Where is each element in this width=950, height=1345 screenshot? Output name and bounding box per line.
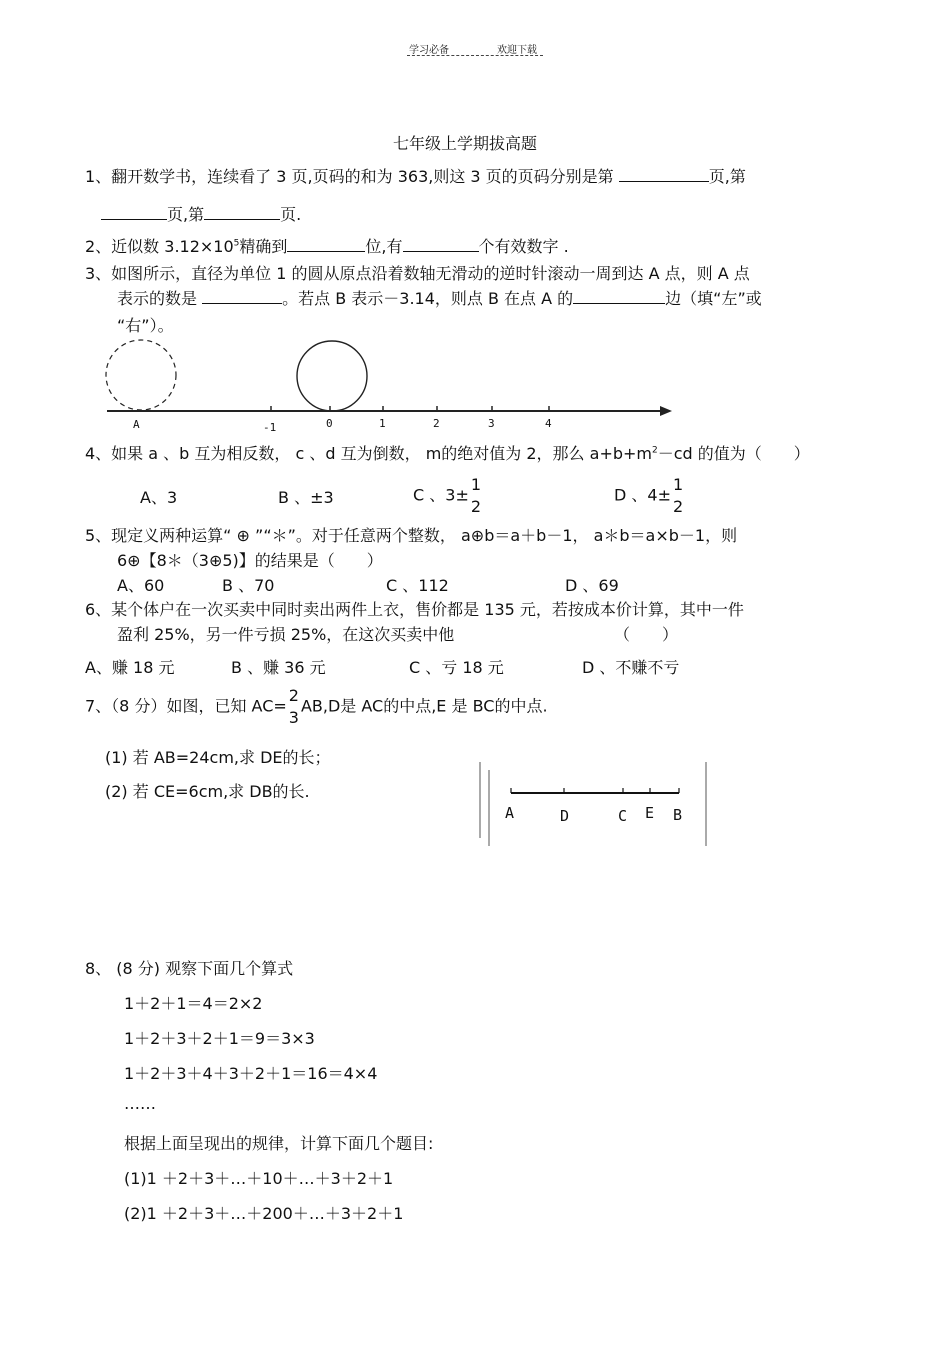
label-0: 0 — [326, 417, 333, 430]
question-2: 2、近似数 $3.12\times 10^5$精确到 位,有 个有效数字 . — [85, 237, 569, 256]
q4-option-b: B 、±3 — [278, 488, 334, 507]
q8-instruction: 根据上面呈现出的规律，计算下面几个题目: — [124, 1134, 434, 1153]
q6-option-b: B 、赚 36 元 — [231, 658, 326, 677]
question-5-line-2: 6⊕【8＊（3⊕5)】的结果是（ ） — [117, 551, 383, 570]
point-e: E — [645, 804, 655, 822]
q4-option-c: C 、3± 1 2 — [413, 475, 482, 516]
label-1: 1 — [379, 417, 386, 430]
segment-figure — [475, 760, 715, 852]
dashed-circle — [106, 340, 176, 410]
page-title: 七年级上学期拔高题 — [393, 134, 538, 153]
point-a: A — [505, 804, 515, 822]
header-divider — [407, 55, 543, 56]
label-4: 4 — [545, 417, 552, 430]
q8-line-2: 1＋2＋3＋2＋1＝9＝3×3 — [124, 1029, 315, 1048]
header-left: 学习必备 — [409, 45, 449, 56]
point-c: C — [618, 807, 628, 825]
q5-option-c: C 、112 — [386, 576, 449, 595]
q4-option-d: D 、4± 1 2 — [614, 475, 684, 516]
label-neg1: -1 — [263, 421, 277, 434]
label-2: 2 — [433, 417, 440, 430]
q8-part-1: (1)1 ＋2＋3＋…＋10＋…＋3＋2＋1 — [124, 1169, 394, 1188]
q6-option-a: A、赚 18 元 — [85, 658, 175, 677]
question-1: 1、翻开数学书，连续看了 3 页,页码的和为 363,则这 3 页的页码分别是第 页,第 — [85, 167, 746, 186]
q6-option-d: D 、不赚不亏 — [582, 658, 680, 677]
arrow-icon — [660, 406, 672, 416]
q6-answer-paren: （ ） — [614, 625, 679, 644]
q8-part-2: (2)1 ＋2＋3＋…＋200＋…＋3＋2＋1 — [124, 1204, 404, 1223]
question-4: 4、如果 a 、b 互为相反数， c 、d 互为倒数， m的绝对值为 2，那么 $a+b+m^2-cd$ 的值为（ ） — [85, 444, 810, 463]
point-d: D — [560, 807, 570, 825]
q6-option-c: C 、亏 18 元 — [409, 658, 504, 677]
q5-option-d: D 、69 — [565, 576, 619, 595]
q5-option-b: B 、70 — [222, 576, 275, 595]
question-6-line-2: 盈利 25%，另一件亏损 25%，在这次买卖中他 — [117, 625, 455, 644]
question-3-line-3: “右”）。 — [117, 316, 174, 335]
q7-part-2: (2) 若 CE=6cm,求 DB的长. — [105, 782, 310, 801]
question-5: 5、现定义两种运算“ ⊕ ”“＊”。对于任意两个整数， a⊕b＝a＋b－1， a＊b＝a×b－1，则 — [85, 526, 738, 545]
point-b: B — [673, 806, 683, 824]
q7-part-1: (1) 若 AB=24cm,求 DE的长； — [105, 748, 331, 767]
question-3: 3、如图所示，直径为单位 1 的圆从原点沿着数轴无滑动的逆时针滚动一周到达 A 点，则 A 点 — [85, 264, 750, 283]
question-6: 6、某个体户在一次买卖中同时卖出两件上衣，售价都是 135 元，若按成本价计算，其中一件 — [85, 600, 744, 619]
label-3: 3 — [488, 417, 495, 430]
q8-line-3: 1＋2＋3＋4＋3＋2＋1＝16＝4×4 — [124, 1064, 378, 1083]
q4-option-a: A、3 — [140, 488, 178, 507]
question-1-line-2: 页,第 页. — [101, 202, 301, 225]
header-right: 欢迎下载 — [497, 45, 537, 56]
question-7: 7、（8 分）如图，已知 AC= 2 3 AB,D是 AC的中点,E 是 BC的中点. — [85, 686, 548, 727]
q8-line-1: 1＋2＋1＝4＝2×2 — [124, 994, 263, 1013]
question-3-line-2: 表示的数是 。若点 B 表示－3.14，则点 B 在点 A 的 边（填“左”或 — [117, 289, 762, 308]
number-line-figure — [0, 330, 700, 440]
q5-option-a: A、60 — [117, 576, 165, 595]
q8-ellipsis: …… — [124, 1094, 156, 1113]
question-8: 8、 (8 分) 观察下面几个算式 — [85, 959, 294, 978]
solid-circle — [297, 341, 367, 411]
label-a: A — [133, 418, 140, 431]
